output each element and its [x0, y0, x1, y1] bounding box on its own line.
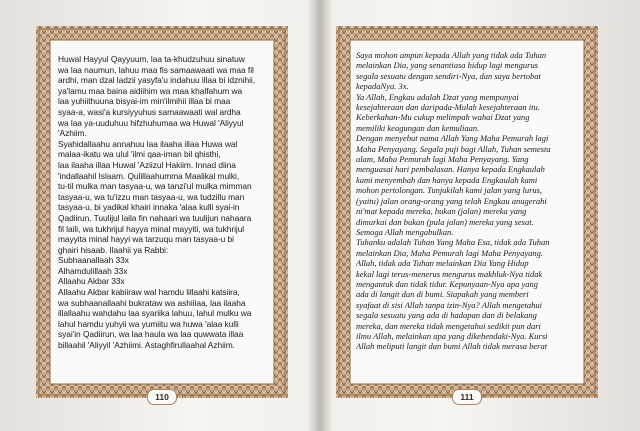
text-line: Qadiirun. Tuulijul laila fin nahaari wa tuulijun nahaara [58, 212, 252, 223]
text-line: syafaat di sisi Allah tanpa izin-Nya? Allah mengetahui [356, 299, 542, 310]
text-line: melainkan Dia, yang senantiasa hidup lagi mengurus [356, 60, 539, 71]
text-line: ardhi, man dzal ladzii yasyfa'u indahuu illaa bi idznihii, [58, 75, 256, 86]
text-line: ni'mat kepada mereka, bukan (jalan) mereka yang [356, 206, 527, 217]
text-line: mohon pertolongan. Tunjukilah kami jalan yang lurus, [356, 185, 543, 196]
text-line: melainkan Dia, Maha Pemurah lagi Maha Penyayang. [356, 247, 543, 258]
text-line: mengantuk dan tidak tidur. Kepunyaan-Nya apa yang [356, 278, 539, 289]
text-line: mayyita minal hayyi wa tarzuqu man tasyaa-u bi [58, 234, 234, 245]
text-line: ilmu Allah, melainkan apa yang dikehendaki-Nya. Kursi [356, 330, 548, 341]
text-line: billaahil 'Aliyyil 'Azhiimi. Astaghfirullaahal Azhiim. [58, 340, 235, 351]
page-number: 110 [147, 389, 177, 405]
text-line: wa laa naumun, lahuu maa fis samaawaati wa maa fil [58, 64, 254, 75]
text-line: laa ilaaha illaa Huwal 'Aziizul Hakiim. Innad diina [58, 159, 236, 170]
left-page-ornamental-frame [36, 26, 288, 402]
text-line: tu-til mulka man tasyaa-u, wa tanzi'ul mulka mimman [58, 181, 252, 192]
text-line: ghairi hisaab. Ilaahii ya Rabbi: [58, 244, 169, 255]
right-page [321, 0, 640, 431]
text-line: Allah meliputi langit dan bumi Allah tidak merasa berat [356, 341, 548, 352]
text-line: kesejahteraan dan daripada-Mulah kesejahteraan itu. [356, 102, 540, 113]
text-line: tasyaa-u, bi yadikal khairi innaka 'alaa kulli syai-in [58, 202, 240, 213]
text-line: wa laa ya-uuduhuu hifzhuhumaa wa Huwal 'Aliyyul [58, 117, 244, 128]
text-line: mereka, dan mereka tidak mengetahui sedikit pun dari [356, 320, 541, 331]
right-page-text [356, 50, 580, 372]
text-line: Allaahu Akbar kabiiraw wal hamdu lillaahi katsiira, [58, 287, 240, 298]
right-page-ornamental-frame [336, 26, 598, 402]
text-line: alam, Maha Pemurah lagi Maha Penyayang. Yang [356, 154, 529, 165]
text-line: dimurkai dan bukan (pula jalan) mereka yang sesat. [356, 216, 534, 227]
text-line: malaa-ikatu wa ulul 'ilmi qaa-iman bil qhisthi, [58, 149, 221, 160]
text-line: Dengan menyebut nama Allah Yang Maha Pemurah lagi [356, 133, 549, 144]
text-line: Subhaanallaah 33x [58, 255, 129, 266]
text-line: Allah, tidak ada Tuhan melainkan Dia Yang Hidup [356, 258, 529, 269]
text-line: (yaitu) jalan orang-orang yang telah Engkau anugerahi [356, 195, 547, 206]
text-line: tasyaa-u, wa tu'izzu man tasyaa-u, wa tudzillu man [58, 191, 245, 202]
text-line: ada di langit dan di bumi. Siapakah yang memberi [356, 289, 529, 300]
text-line: Syahidallaahu annahuu laa ilaaha illaa Huwa wal [58, 138, 238, 149]
text-line: illallaahu wahdahu laa syariika lahuu, lahul mulku wa [58, 308, 252, 319]
page-number: 111 [452, 389, 482, 405]
text-line: syaa-a, wasi'a kursiyyuhus samaawaati wal ardha [58, 106, 241, 117]
text-line: wa subhaanallaahi bukrataw wa ashiilaa, laa ilaaha [58, 297, 246, 308]
text-line: memiliki keagungan dan kemuliaan. [356, 122, 480, 133]
text-line: 'indallaahil Islaam. Qulillaahumma Maalikal mulki, [58, 170, 240, 181]
left-page-text [58, 54, 270, 370]
text-line: Saya mohon ampun kepada Allah yang tidak ada Tuhan [356, 50, 547, 60]
text-line: syai'in Qadiirun, wa laa haula wa laa quwwata illaa [58, 329, 244, 340]
text-line: Keberkahan-Mu cukup melimpah wahai Dzat yang [356, 112, 530, 123]
text-line: Maha Penyayang. Segala puji bagi Allah, Tuhan semesta [356, 143, 551, 154]
left-page [0, 0, 319, 431]
text-line: fil laili, wa tukhrijul hayya minal mayyiti, wa tukhrijul [58, 223, 245, 234]
text-line: Semoga Allah mengabulkan. [356, 226, 454, 237]
text-line: lahul hamdu yuhyii wa yumiitu wa huwa 'alaa kulli [58, 318, 239, 329]
text-line: segala sesuatu yang ada di hadapan dan di belakang [356, 310, 537, 321]
text-line: Huwal Hayyul Qayyuum, laa ta-khudzuhuu sinatuw [58, 54, 245, 64]
text-line: Tuhanku adalah Tuhan Yang Maha Esa, tidak ada Tuhan [356, 237, 550, 248]
text-line: kami menyembah dan hanya kepada Engkaulah kami [356, 174, 538, 185]
text-line: Allaahu Akbar 33x [58, 276, 125, 287]
text-line: Ya Allah, Engkau adalah Dzat yang mempunyai [356, 91, 519, 102]
text-line: laa yuhiithuuna bisyai-im min'ilmihii illaa bi maa [58, 96, 231, 107]
text-line: ya'lamu maa baina aidiihim wa maa khalfahum wa [58, 85, 243, 96]
text-line: 'Azhiim. [58, 128, 87, 139]
text-line: segala sesuatu dengan sendiri-Nya, dan saya bertobat [356, 70, 541, 81]
text-line: kekal lagi terus-menerus mengurus makhluk-Nya tidak [356, 268, 543, 279]
text-line: menguasai hari pembalasan. Hanya kepada Engkaulah [356, 164, 545, 175]
text-line: Alhamdulillaah 33x [58, 265, 128, 276]
text-line: kepadaNya. 3x. [356, 81, 409, 92]
